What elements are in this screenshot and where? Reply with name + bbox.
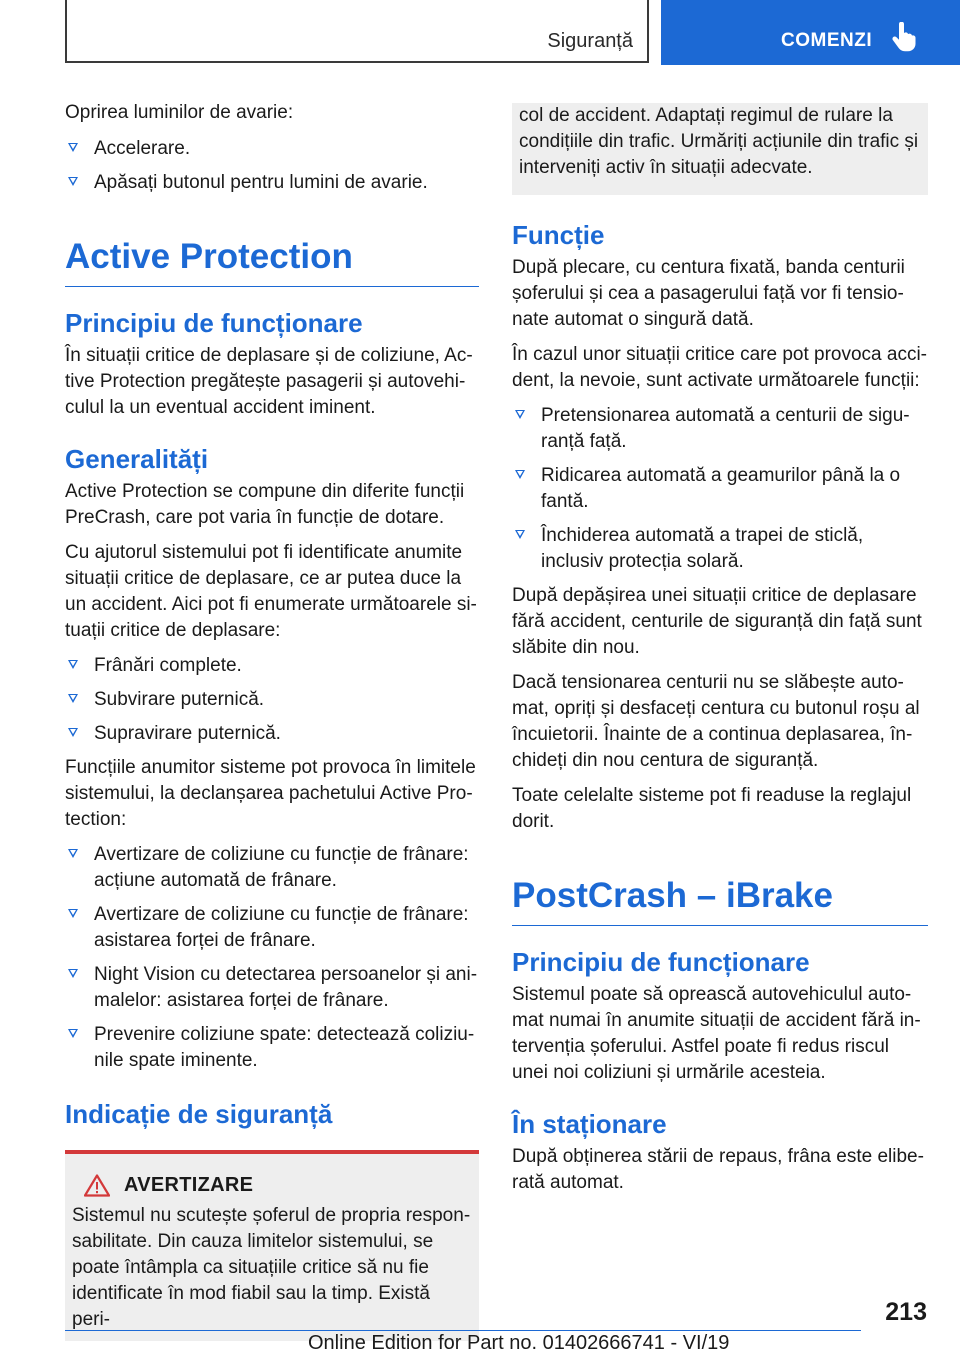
triangle-bullet-icon	[68, 1029, 78, 1038]
list-item: Ridicarea automată a geamurilor până la o fantă.	[512, 463, 928, 515]
tab-comenzi-label: COMENZI	[781, 30, 873, 51]
list-item: Avertizare de coliziune cu funcție de frânare: asistarea forței de frânare.	[65, 902, 479, 954]
warning-box	[65, 1150, 479, 1341]
tab-siguranta[interactable]	[65, 0, 649, 63]
list-item: Prevenire coliziune spate: detectează coliziu-nile spate iminente.	[65, 1022, 479, 1074]
heading-safety: Indicație de siguranță	[65, 1099, 333, 1129]
list-item: Apăsați butonul pentru lumini de avarie.	[65, 170, 479, 196]
triangle-bullet-icon	[68, 694, 78, 703]
hazard-off-intro: Oprirea luminilor de avarie:	[65, 102, 294, 123]
tab-comenzi[interactable]	[661, 0, 960, 65]
general-text-1: Active Protection se compune din diferite funcții PreCrash, care pot varia în funcție de dotare.	[65, 481, 465, 528]
list-item: Night Vision cu detectarea persoanelor și ani-malelor: asistarea forței de frânare.	[65, 962, 479, 1014]
list-item: Supravirare puternică.	[65, 721, 479, 747]
warning-box-continued	[512, 103, 928, 195]
triangle-bullet-icon	[68, 660, 78, 669]
general-text-2: Cu ajutorul sistemului pot fi identificate anumite situații critice de deplasare, ce ar putea duce la un accident. Aici pot fi enumerate următoarele si-tuații critice de deplasare:	[65, 542, 477, 641]
list-item: Frânări complete.	[65, 653, 479, 679]
function-text-4: Dacă tensionarea centurii nu se slăbește auto-mat, opriți și desfaceți centura cu butonul roșu al încuietorii. Înainte de a continua deplasarea, în-chideți din nou centura de siguranță.	[512, 672, 920, 771]
triangle-bullet-icon	[68, 969, 78, 978]
triangle-bullet-icon	[515, 470, 525, 479]
list-item: Pretensionarea automată a centurii de sigu-ranță față.	[512, 403, 928, 455]
triangle-bullet-icon	[68, 728, 78, 737]
heading-standstill: În staționare	[512, 1109, 667, 1139]
function-items-list	[512, 403, 928, 575]
left-column	[65, 100, 479, 1341]
list-item: Închiderea automată a trapei de sticlă, inclusiv protecția solară.	[512, 523, 928, 575]
warning-header	[72, 1174, 471, 1197]
principle-text: În situații critice de deplasare și de coliziune, Ac-tive Protection pregătește pasagerii și autovehi-culul la un eventual accident iminent.	[65, 345, 473, 418]
postcrash-principle-text: Sistemul poate să oprească autovehiculul auto-mat numai în anumite situații de accident fără in-tervenția șoferului. Astfel poate fi redus riscul unei noi coliziuni și urmările acesteia.	[512, 984, 921, 1083]
hand-pointer-icon	[891, 22, 917, 52]
page-number: 213	[885, 1298, 927, 1326]
list-item: Subvirare puternică.	[65, 687, 479, 713]
footer-divider	[65, 1330, 861, 1331]
functions-list	[65, 842, 479, 1074]
heading-principle: Principiu de funcționare	[65, 308, 363, 338]
situations-list	[65, 653, 479, 747]
heading-active-protection: Active Protection	[65, 236, 479, 287]
warning-text-continued: col de accident. Adaptați regimul de rulare la condițiile din trafic. Urmăriți acțiunile din trafic și interveniți activ în situații adecvate.	[519, 105, 919, 178]
heading-principle-postcrash: Principiu de funcționare	[512, 947, 810, 977]
function-text-5: Toate celelalte sisteme pot fi readuse la reglajul dorit.	[512, 785, 912, 832]
function-text-3: După depășirea unei situații critice de deplasare fără accident, centurile de siguranță din față sunt slăbite din nou.	[512, 585, 922, 658]
footer-edition: Online Edition for Part no. 01402666741 - VI/19	[308, 1332, 730, 1354]
list-item: Accelerare.	[65, 136, 479, 162]
heading-function: Funcție	[512, 220, 605, 250]
warning-title: AVERTIZARE	[124, 1174, 254, 1196]
triangle-bullet-icon	[68, 849, 78, 858]
functions-intro: Funcțiile anumitor sisteme pot provoca în limitele sistemului, la declanșarea pachetului Active Pro-tection:	[65, 757, 476, 830]
list-item: Avertizare de coliziune cu funcție de frânare: acțiune automată de frânare.	[65, 842, 479, 894]
triangle-bullet-icon	[515, 410, 525, 419]
tab-siguranta-label: Siguranță	[547, 30, 633, 52]
heading-postcrash: PostCrash – iBrake	[512, 875, 928, 926]
heading-general: Generalități	[65, 444, 209, 474]
triangle-bullet-icon	[68, 143, 78, 152]
triangle-bullet-icon	[515, 530, 525, 539]
function-text-2: În cazul unor situații critice care pot provoca acci-dent, la nevoie, sunt activate următoarele funcții:	[512, 344, 928, 391]
warning-text: Sistemul nu scutește șoferul de propria respon-sabilitate. Din cauza limitelor sistemului, se poate întâmpla ca situațiile critice să nu fie identificate în mod fiabil sau la timp. Există peri-	[72, 1205, 471, 1330]
triangle-bullet-icon	[68, 177, 78, 186]
hazard-off-steps	[65, 136, 479, 196]
warning-triangle-icon	[84, 1174, 110, 1197]
standstill-text: După obținerea stării de repaus, frâna este elibe-rată automat.	[512, 1146, 924, 1193]
triangle-bullet-icon	[68, 909, 78, 918]
right-column	[512, 103, 928, 1205]
function-text-1: După plecare, cu centura fixată, banda centurii șoferului și cea a pasagerului față vor fi tensio-nate automat o singură dată.	[512, 257, 905, 330]
